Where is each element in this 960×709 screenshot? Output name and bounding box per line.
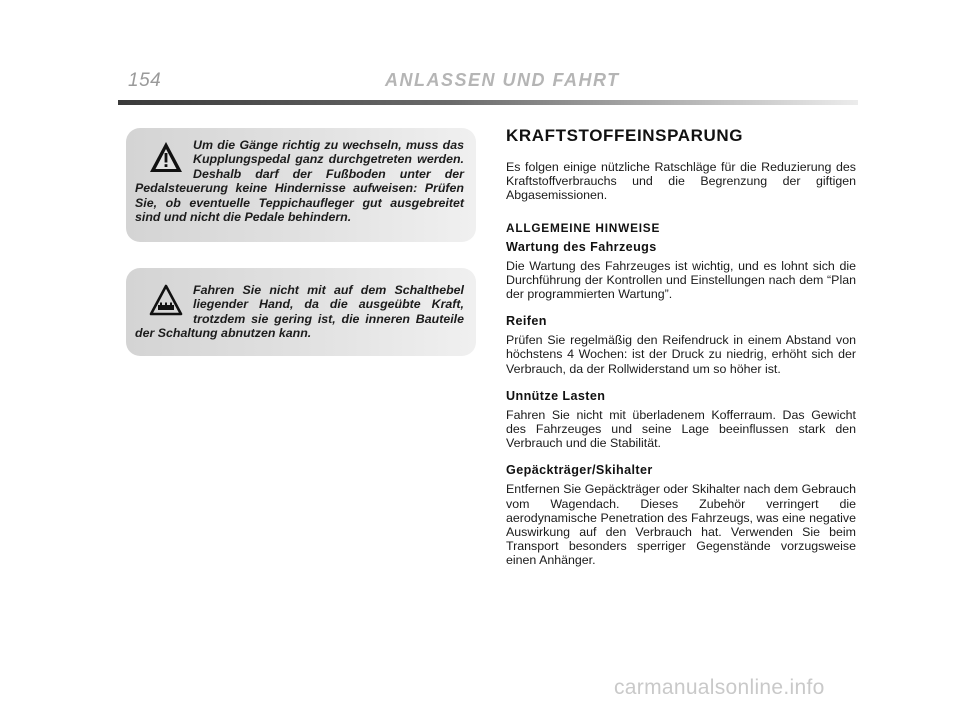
- section-title: KRAFTSTOFFEINSPARUNG: [506, 126, 744, 145]
- right-column: [506, 126, 856, 568]
- caution-note-text: Fahren Sie nicht mit auf dem Schalthebel liegender Hand, da die ausgeübte Kraft, trotzdem sie gering ist, die inneren Bauteile der Schaltung abnutzen kann.: [135, 283, 464, 341]
- item-heading: Reifen: [506, 314, 547, 329]
- subsection-title: ALLGEMEINE HINWEISE: [506, 220, 661, 235]
- header-rule: [118, 100, 858, 105]
- item-heading: Gepäckträger/Skihalter: [506, 463, 653, 478]
- warning-note: [126, 128, 476, 242]
- item-heading: Unnütze Lasten: [506, 388, 606, 403]
- watermark: carmanualsonline.info: [614, 676, 825, 699]
- item-text: Prüfen Sie regelmäßig den Reifendruck in einem Abstand von höchstens 4 Wochen: ist der Druck zu niedrig, erhöht sich der Verbrauch, da der Rollwiderstand um so höher ist.: [506, 333, 856, 376]
- warning-note-text: Um die Gänge richtig zu wechseln, muss das Kupplungspedal ganz durchgetreten werden. Deshalb darf der Fußboden unter der Pedalsteuerung keine Hindernisse aufweisen: Prüfen Sie, ob eventuelle Teppichaufleger gut ausgebreitet sind und nicht die Pedale behindern.: [135, 138, 464, 225]
- item-text: Entfernen Sie Gepäckträger oder Skihalter nach dem Gebrauch vom Wagendach. Dieses Zubehör verringert die aerodynamische Penetration des Fahrzeugs, was eine negative Auswirkung auf den Verbrauch hat. Verwenden Sie beim Transport besonders sperriger Gegenstände vorzugsweise einen Anhänger.: [506, 482, 856, 568]
- chapter-title: ANLASSEN UND FAHRT: [385, 70, 620, 90]
- item-heading: Wartung des Fahrzeugs: [506, 239, 657, 254]
- item-text: Die Wartung des Fahrzeuges ist wichtig, und es lohnt sich die Durchführung der Kontrollen und Einstellungen nach dem “Plan der programmierten Wartung”.: [506, 258, 856, 302]
- page-number: 154: [128, 70, 162, 91]
- item-text: Fahren Sie nicht mit überladenem Kofferraum. Das Gewicht des Fahrzeuges und seine Lage beeinflussen stark den Verbrauch und die Stabilität.: [506, 407, 856, 451]
- caution-note: [126, 268, 476, 356]
- intro-paragraph: Es folgen einige nützliche Ratschläge für die Reduzierung des Kraftstoffverbrauchs und die Begrenzung der giftigen Abgasemissionen.: [506, 160, 856, 203]
